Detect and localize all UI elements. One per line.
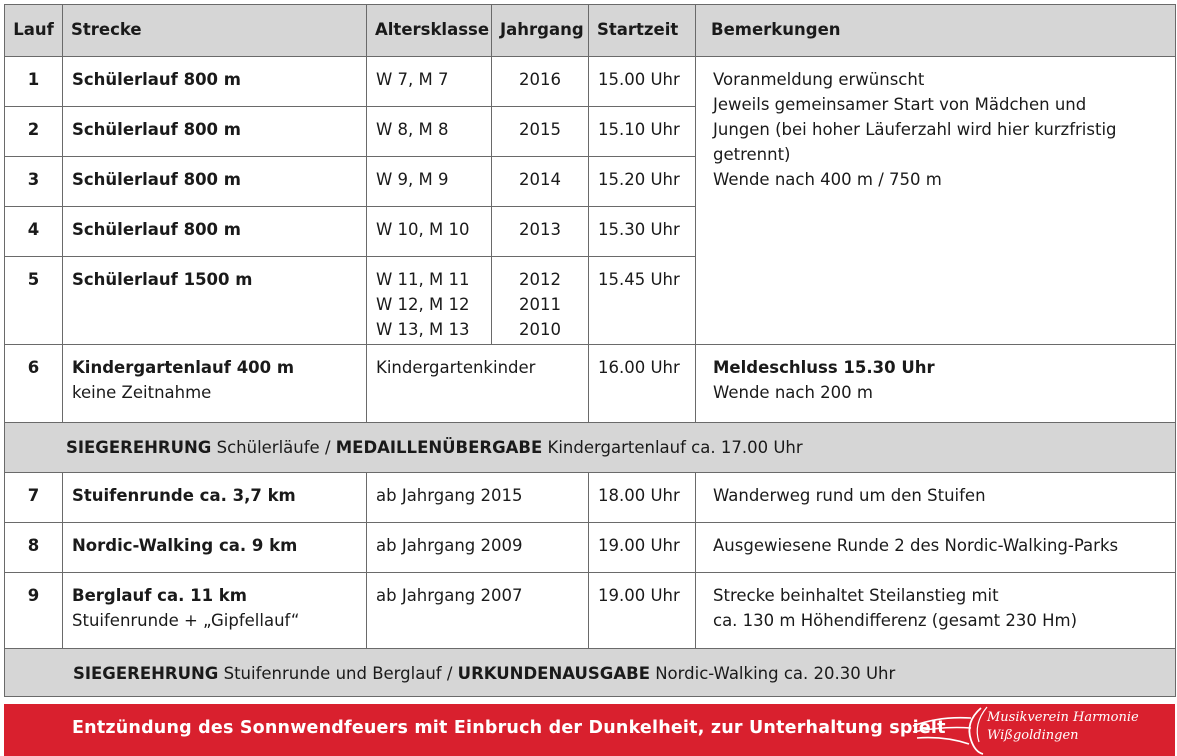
band-text-1: Schülerläufe / <box>211 438 336 457</box>
lauf-number: 1 <box>5 57 63 107</box>
altersklasse-cell: W 9, M 9 <box>367 157 492 207</box>
remark-line: Wende nach 200 m <box>713 383 873 402</box>
logo-line-2: Wißgoldingen <box>987 728 1079 743</box>
startzeit-cell: 19.00 Uhr <box>589 573 696 649</box>
startzeit-cell: 15.00 Uhr <box>589 57 696 107</box>
header-strecke: Strecke <box>63 5 367 57</box>
jahrgang-line: 2010 <box>519 320 561 339</box>
lauf-number: 6 <box>5 345 63 423</box>
strecke-title: Kindergartenlauf 400 m <box>72 358 295 377</box>
schedule-page <box>4 4 1175 756</box>
altersklasse-cell: W 8, M 8 <box>367 107 492 157</box>
schueler-remarks-cell <box>696 57 1176 345</box>
lauf-number: 2 <box>5 107 63 157</box>
strecke-cell: Schülerlauf 800 m <box>63 107 367 157</box>
musikverein-logo <box>909 704 1169 756</box>
bemerkungen-cell <box>696 573 1176 649</box>
footer-banner <box>4 704 1175 756</box>
lauf-number: 8 <box>5 523 63 573</box>
header-bemerkungen: Bemerkungen <box>696 5 1176 57</box>
remark-line: getrennt) <box>713 145 791 164</box>
header-altersklasse: Altersklasse <box>367 5 492 57</box>
startzeit-cell: 16.00 Uhr <box>589 345 696 423</box>
header-startzeit: Startzeit <box>589 5 696 57</box>
altersklasse-cell: ab Jahrgang 2009 <box>367 523 589 573</box>
altersklasse-cell: Kindergartenkinder <box>367 345 589 423</box>
remark-line: Wende nach 400 m / 750 m <box>713 170 942 189</box>
table-row <box>5 573 1176 649</box>
schedule-table <box>4 4 1176 697</box>
lauf-number: 9 <box>5 573 63 649</box>
strecke-title: Berglauf ca. 11 km <box>72 586 247 605</box>
altersklasse-cell <box>367 257 492 345</box>
jahrgang-cell: 2015 <box>492 107 589 157</box>
bemerkungen-cell: Wanderweg rund um den Stuifen <box>696 473 1176 523</box>
strecke-cell: Schülerlauf 800 m <box>63 57 367 107</box>
altersklasse-line: W 13, M 13 <box>376 320 470 339</box>
altersklasse-line: W 12, M 12 <box>376 295 470 314</box>
header-jahrgang: Jahrgang <box>492 5 589 57</box>
strecke-cell <box>63 573 367 649</box>
strecke-cell: Nordic-Walking ca. 9 km <box>63 523 367 573</box>
strecke-cell: Schülerlauf 800 m <box>63 207 367 257</box>
startzeit-cell: 15.10 Uhr <box>589 107 696 157</box>
meldeschluss-text: Meldeschluss 15.30 Uhr <box>713 358 935 377</box>
altersklasse-cell: W 10, M 10 <box>367 207 492 257</box>
band-text-1: Stuifenrunde und Berglauf / <box>218 664 458 683</box>
lauf-number: 3 <box>5 157 63 207</box>
table-row <box>5 473 1176 523</box>
remark-line: Jungen (bei hoher Läuferzahl wird hier kurzfristig <box>713 120 1117 139</box>
footer-text: Entzündung des Sonnwendfeuers mit Einbruch der Dunkelheit, zur Unterhaltung spielt <box>72 718 946 738</box>
table-row <box>5 523 1176 573</box>
strecke-cell: Stuifenrunde ca. 3,7 km <box>63 473 367 523</box>
lauf-number: 5 <box>5 257 63 345</box>
startzeit-cell: 15.20 Uhr <box>589 157 696 207</box>
startzeit-cell: 15.30 Uhr <box>589 207 696 257</box>
table-row <box>5 57 1176 107</box>
band-bold-1: SIEGEREHRUNG <box>66 438 212 457</box>
startzeit-cell: 19.00 Uhr <box>589 523 696 573</box>
bemerkungen-cell: Ausgewiesene Runde 2 des Nordic-Walking-Parks <box>696 523 1176 573</box>
strecke-cell <box>63 345 367 423</box>
award-band-1 <box>5 423 1176 473</box>
band-text-2: Nordic-Walking ca. 20.30 Uhr <box>649 664 896 683</box>
jahrgang-cell <box>492 257 589 345</box>
lauf-number: 4 <box>5 207 63 257</box>
altersklasse-cell: ab Jahrgang 2007 <box>367 573 589 649</box>
startzeit-cell: 18.00 Uhr <box>589 473 696 523</box>
altersklasse-cell: W 7, M 7 <box>367 57 492 107</box>
jahrgang-cell: 2016 <box>492 57 589 107</box>
jahrgang-line: 2011 <box>519 295 561 314</box>
strecke-subtitle: keine Zeitnahme <box>72 383 212 402</box>
jahrgang-cell: 2014 <box>492 157 589 207</box>
lauf-number: 7 <box>5 473 63 523</box>
band-bold-2: URKUNDENAUSGABE <box>457 664 650 683</box>
table-header-row <box>5 5 1176 57</box>
award-band-2 <box>5 649 1176 697</box>
award-band-text <box>5 649 1176 697</box>
jahrgang-line: 2012 <box>519 270 561 289</box>
strecke-subtitle: Stuifenrunde + „Gipfellauf“ <box>72 611 300 630</box>
strecke-cell: Schülerlauf 1500 m <box>63 257 367 345</box>
altersklasse-cell: ab Jahrgang 2015 <box>367 473 589 523</box>
band-bold-2: MEDAILLENÜBERGABE <box>335 438 543 457</box>
jahrgang-cell: 2013 <box>492 207 589 257</box>
remark-line: ca. 130 m Höhendifferenz (gesamt 230 Hm) <box>713 611 1078 630</box>
remark-line: Voranmeldung erwünscht <box>713 70 925 89</box>
remark-line: Jeweils gemeinsamer Start von Mädchen und <box>713 95 1087 114</box>
remark-line: Strecke beinhaltet Steilanstieg mit <box>713 586 999 605</box>
band-bold-1: SIEGEREHRUNG <box>73 664 219 683</box>
table-row <box>5 345 1176 423</box>
award-band-text <box>5 423 1176 473</box>
logo-line-1: Musikverein Harmonie <box>987 710 1139 725</box>
bemerkungen-cell <box>696 345 1176 423</box>
band-text-2: Kindergartenlauf ca. 17.00 Uhr <box>542 438 803 457</box>
altersklasse-line: W 11, M 11 <box>376 270 470 289</box>
startzeit-cell: 15.45 Uhr <box>589 257 696 345</box>
strecke-cell: Schülerlauf 800 m <box>63 157 367 207</box>
header-lauf: Lauf <box>5 5 63 57</box>
